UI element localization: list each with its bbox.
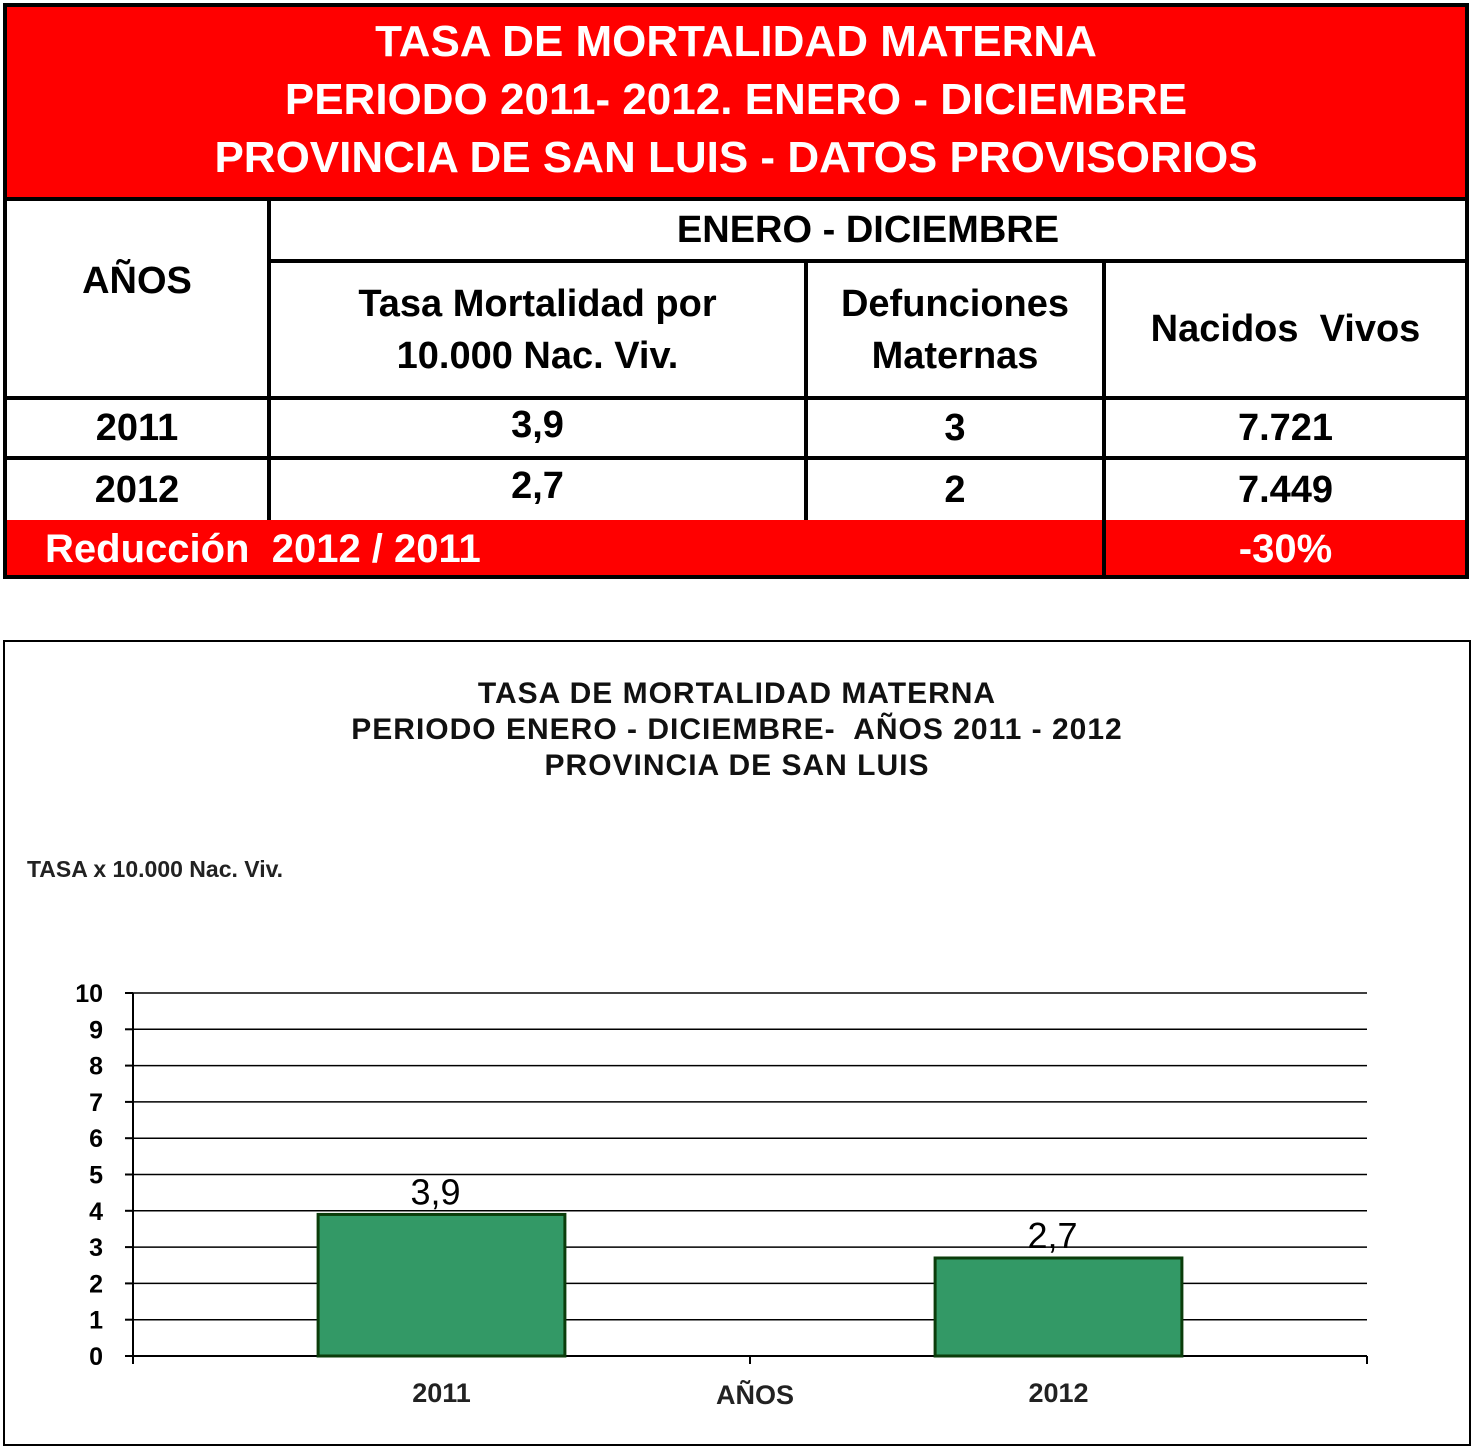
- y-axis-label: TASA x 10.000 Nac. Viv.: [26, 856, 284, 882]
- row-2011-rate: 3,9: [511, 403, 564, 446]
- chart-plot: [5, 642, 1469, 1444]
- y-tick-label: 4: [89, 1197, 103, 1226]
- header-deaths: [808, 263, 1102, 396]
- y-tick-label: 1: [89, 1306, 103, 1335]
- bar-2011: [318, 1214, 565, 1356]
- y-tick-label: 3: [89, 1234, 103, 1263]
- chart-title-line-1: TASA DE MORTALIDAD MATERNA: [477, 677, 997, 710]
- y-tick-label: 10: [75, 980, 103, 1008]
- row-2011-year: 2011: [95, 406, 179, 449]
- bar-chart: [3, 640, 1471, 1446]
- reduction-value: -30%: [1238, 527, 1333, 571]
- row-2011-deaths: 3: [944, 406, 966, 449]
- chart-title-line-2: PERIODO ENERO - DICIEMBRE- AÑOS 2011 - 2012: [351, 713, 1123, 746]
- x-axis-label: AÑOS: [715, 1380, 794, 1410]
- header-rate: [271, 263, 804, 396]
- y-tick-label: 9: [89, 1016, 103, 1045]
- mortality-table: [3, 3, 1469, 579]
- header-rate-line-2: 10.000 Nac. Viv.: [396, 334, 679, 377]
- row-2011-births: 7.721: [1237, 406, 1334, 449]
- y-tick-label: 0: [89, 1343, 103, 1371]
- chart-title-line-3: PROVINCIA DE SAN LUIS: [544, 749, 930, 782]
- table-title-line-2: PERIODO 2011- 2012. ENERO - DICIEMBRE: [284, 75, 1188, 124]
- x-tick-label-2011: 2011: [412, 1378, 471, 1408]
- row-2012-deaths: 2: [944, 468, 966, 511]
- bar-2012: [935, 1258, 1182, 1356]
- y-tick-label: 6: [89, 1125, 103, 1154]
- y-tick-label: 2: [89, 1270, 103, 1299]
- table-title-line-1: TASA DE MORTALIDAD MATERNA: [375, 17, 1097, 66]
- header-group: ENERO - DICIEMBRE: [676, 208, 1060, 251]
- data-label-2012: 2,7: [1027, 1214, 1078, 1256]
- table-title-line-3: PROVINCIA DE SAN LUIS - DATOS PROVISORIOS: [214, 133, 1258, 182]
- y-tick-label: 8: [89, 1052, 103, 1081]
- data-label-2011: 3,9: [410, 1171, 461, 1213]
- row-2012-rate: 2,7: [511, 464, 564, 507]
- header-deaths-line-2: Maternas: [871, 334, 1039, 377]
- header-years: AÑOS: [82, 260, 192, 302]
- reduction-row: [7, 520, 1465, 575]
- x-tick-label-2012: 2012: [1028, 1378, 1089, 1408]
- header-deaths-line-1: Defunciones: [840, 282, 1070, 325]
- row-2012-births: 7.449: [1237, 468, 1334, 511]
- table-title: [7, 7, 1465, 201]
- header-rate-line-1: Tasa Mortalidad por: [358, 282, 717, 325]
- y-tick-label: 7: [89, 1088, 103, 1117]
- header-births: Nacidos Vivos: [1150, 308, 1421, 350]
- reduction-label: Reducción 2012 / 2011: [45, 527, 481, 571]
- row-2012-year: 2012: [94, 468, 180, 511]
- y-tick-label: 5: [89, 1161, 103, 1190]
